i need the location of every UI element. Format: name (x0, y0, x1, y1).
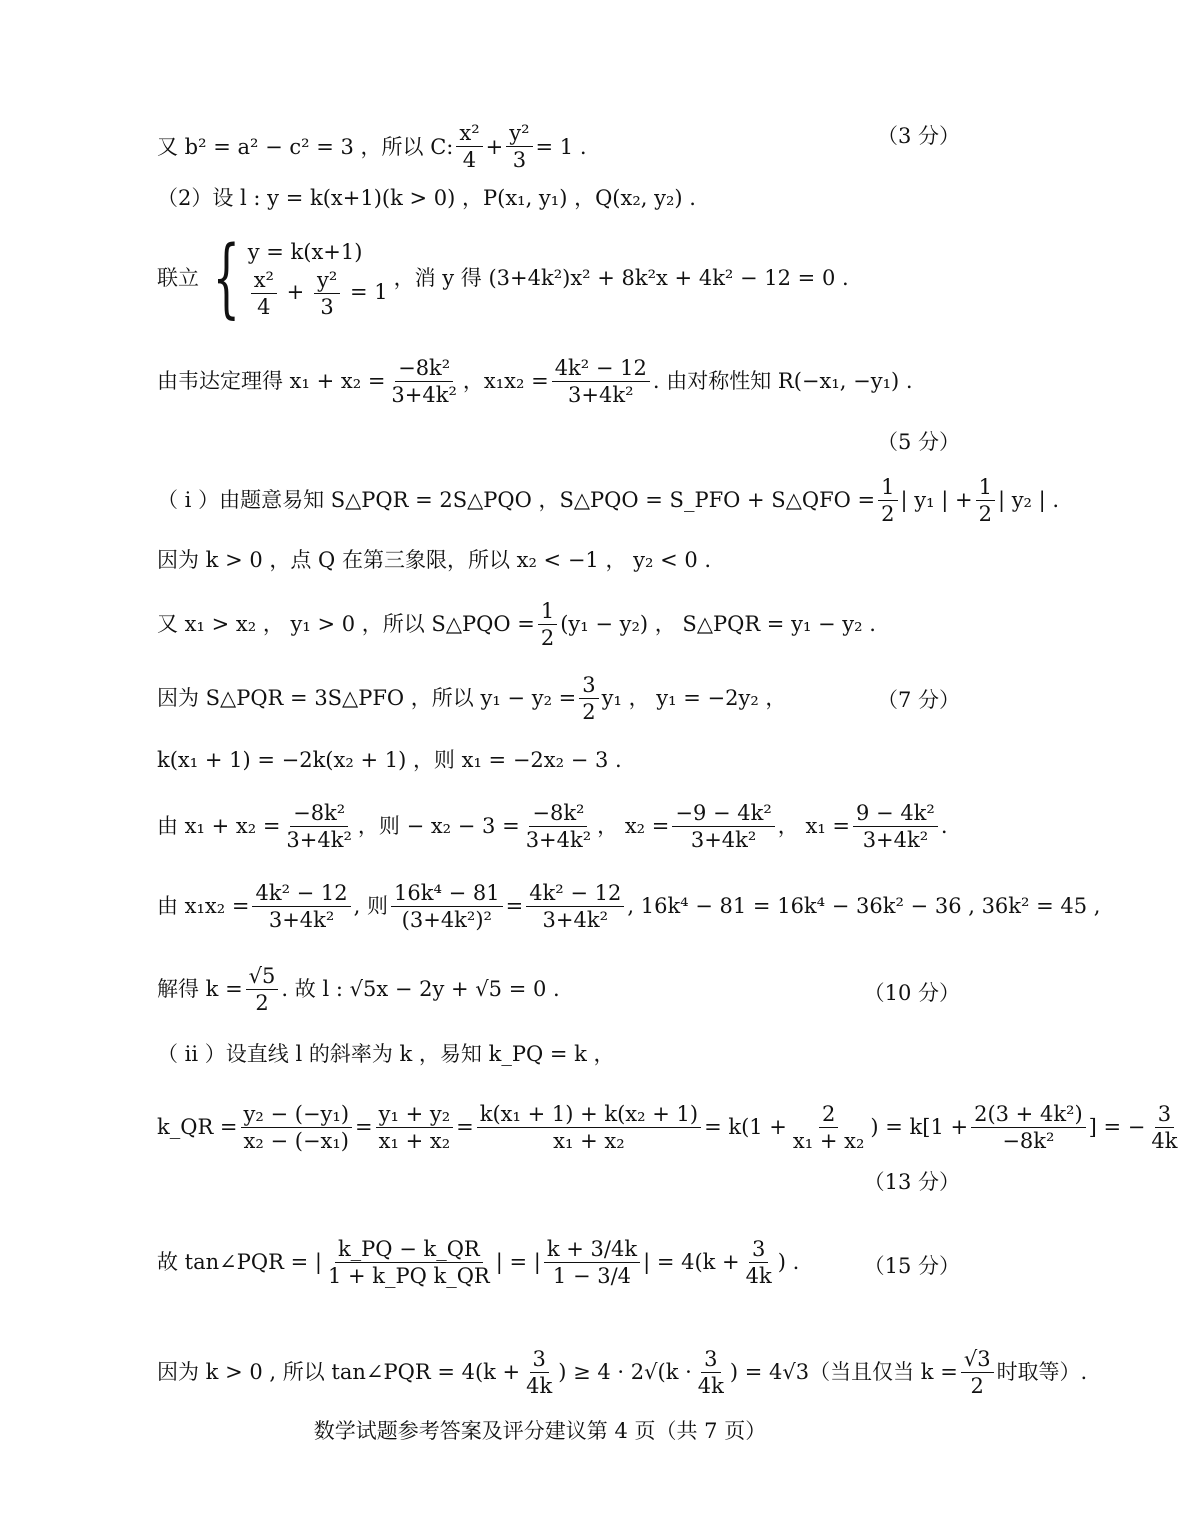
fraction: $\frac{\text{x²}}{4}$ (456, 120, 482, 173)
line-1: 又 b² = a² − c² = 3 ，所以 C: $\frac{\text{x²}}{4}$ + $\frac{\text{y²}}{3}$ = 1 . (157, 121, 587, 172)
score-label: （13 分） (863, 1170, 960, 1194)
line-16: 因为 k > 0 , 所以 tan∠PQR = 4(k + $\frac{3}{4k}$ ) ≥ 4 · 2√(k · $\frac{3}{4k}$ ) = 4√3（当且仅当 k = $\frac{√3}{2}$ 时取等）. (157, 1346, 1088, 1398)
line-14: k_QR = $\frac{\text{y₂ − (−y₁)}}{\text{x₂ − (−x₁)}}$ = $\frac{\text{y₁ + y₂}}{\text{x₁ + x₂}}$ = $\frac{\text{k(x₁ + 1) + k(x₂ + 1)}}{\text{x₁ + x₂}}$ = k(1 + $\frac{2}{\text{x₁ + x₂}}$ ) = k[1 + $\frac{\text{2(3 + 4k²)}}{\text{−8k²}}$ ] = − $\frac{3}{4k}$ (157, 1101, 1178, 1153)
line-4: 由韦达定理得 x₁ + x₂ = $\frac{\text{−8k²}}{\text{3+4k²}}$ ，x₁x₂ = $\frac{\text{4k² − 12}}{\text{3+4k²}}$ . 由对称性知 R(−x₁, −y₁) . (157, 355, 913, 407)
line-13: （ ii ）设直线 l 的斜率为 k ，易知 k_PQ = k ， (157, 1042, 615, 1066)
line-3: 联立 { y = k(x+1) $\frac{\text{x²}}{4}$ + $\frac{\text{y²}}{3}$ = 1 ，消 y 得 (3+4k²)x² + 8k²x + 4k² − 12 = 0 . (157, 228, 849, 328)
line-11: 由 x₁x₂ = $\frac{\text{4k² − 12}}{\text{3+4k²}}$ , 则 $\frac{\text{16k⁴ − 81}}{\text{(3+4k²)²}}$ = $\frac{\text{4k² − 12}}{\text{3+4k²}}$ , 16k⁴ − 81 = 16k⁴ − 36k² − 36 , 36k² = 45 , (157, 880, 1101, 932)
score-label: （7 分） (876, 688, 960, 712)
line-8: 因为 S△PQR = 3S△PFO ，所以 y₁ − y₂ = $\frac{3}{2}$ y₁ ， y₁ = −2y₂ ， (157, 672, 787, 724)
line-7: 又 x₁ > x₂ ， y₁ > 0 ，所以 S△PQO = $\frac{1}{2}$ (y₁ − y₂) ， S△PQR = y₁ − y₂ . (157, 598, 876, 650)
brace: { (212, 228, 241, 328)
score-label: （10 分） (863, 981, 960, 1005)
page-footer: 数学试题参考答案及评分建议第 4 页（共 7 页） (313, 1419, 767, 1443)
line-12: 解得 k = $\frac{√5}{2}$ . 故 l : √5x − 2y + √5 = 0 . (157, 963, 560, 1015)
text: 又 b² = a² − c² = 3 ，所以 C: (157, 134, 454, 159)
fraction: $\frac{\text{y²}}{3}$ (506, 120, 532, 173)
score-label: （15 分） (863, 1254, 960, 1278)
score-label: （5 分） (876, 430, 960, 454)
line-9: k(x₁ + 1) = −2k(x₂ + 1) ，则 x₁ = −2x₂ − 3 . (157, 748, 622, 772)
line-2: （2）设 l : y = k(x+1)(k > 0) ，P(x₁, y₁) ，Q(x₂, y₂) . (157, 186, 696, 210)
line-5: （ i ）由题意易知 S△PQR = 2S△PQO ，S△PQO = S_PFO + S△QFO = $\frac{1}{2}$ | y₁ | + $\frac{1}{2}$ | y₂ | . (157, 474, 1060, 526)
line-6: 因为 k > 0 ，点 Q 在第三象限，所以 x₂ < −1 ， y₂ < 0 . (157, 548, 712, 572)
equation-system: y = k(x+1) $\frac{\text{x²}}{4}$ + $\frac{\text{y²}}{3}$ = 1 (247, 239, 388, 319)
score-label: （3 分） (876, 124, 960, 148)
line-15: 故 tan∠PQR = | $\frac{k\_PQ - k\_QR}{\text{1 + k\_PQ k\_QR}}$ | = | $\frac{k + 3/4k}{1 - 3/4}$ | = 4(k + $\frac{3}{4k}$ ) . (157, 1236, 800, 1288)
line-10: 由 x₁ + x₂ = $\frac{\text{−8k²}}{\text{3+4k²}}$ ，则 − x₂ − 3 = $\frac{\text{−8k²}}{\text{3+4k²}}$ ， x₂ = $\frac{\text{−9 − 4k²}}{\text{3+4k²}}$ ， x₁ = $\frac{\text{9 − 4k²}}{\text{3+4k²}}$ . (157, 800, 948, 852)
